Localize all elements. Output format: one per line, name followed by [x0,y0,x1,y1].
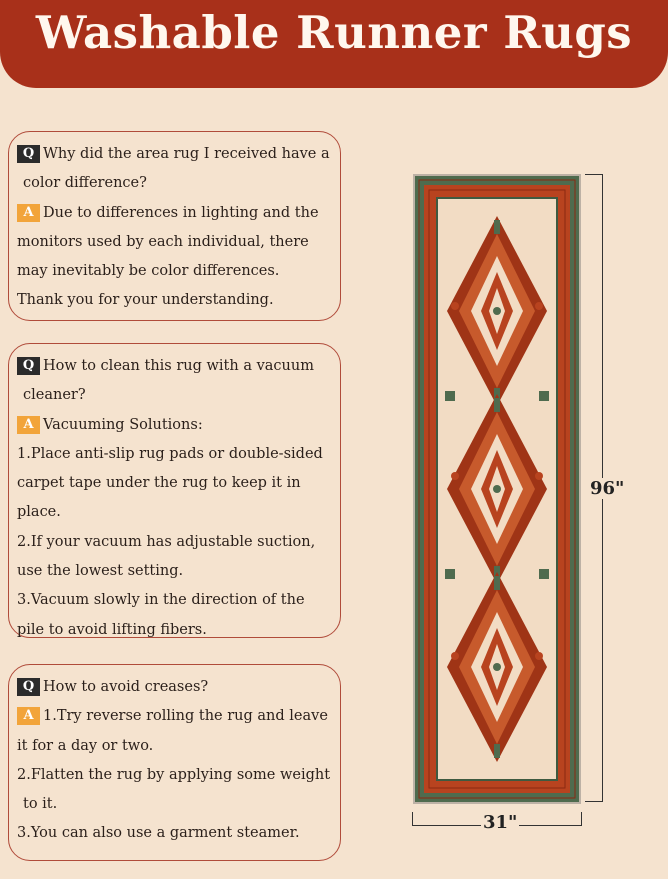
length-dimension-cap-bottom [585,801,603,802]
answer-tag: A [17,204,40,222]
answer-line: place. [17,504,61,521]
answer-line: 3.You can also use a garment steamer. [17,825,300,842]
answer-line: may inevitably be color differences. [17,263,280,280]
answer-line: Due to differences in lighting and the [43,204,319,221]
runner-rug-image [413,174,581,804]
length-label: 96" [590,478,625,499]
title-banner [0,0,668,88]
question-text-continued: color difference? [23,175,147,192]
answer-tag: A [17,707,40,725]
answer-line: pile to avoid lifting fibers. [17,621,207,638]
answer-tag: A [17,416,40,434]
faq-card-vacuum-cleaning [8,343,341,638]
answer-line: Vacuuming Solutions: [43,416,203,433]
answer-line: carpet tape under the rug to keep it in [17,475,301,492]
width-dimension-cap-left [412,812,413,826]
question-tag: Q [17,357,40,375]
question-text: Why did the area rug I received have a [43,146,330,162]
question-text: How to avoid creases? [43,679,209,695]
answer-line: use the lowest setting. [17,563,184,580]
answer-line: it for a day or two. [17,737,154,754]
answer-line: 2.If your vacuum has adjustable suction, [17,533,316,550]
answer-line: to it. [23,796,58,813]
rug-pattern-graphic [415,176,579,802]
length-dimension-cap-top [585,174,603,175]
answer-line: 2.Flatten the rug by applying some weight [17,766,331,783]
answer-line: monitors used by each individual, there [17,233,309,250]
faq-card-avoid-creases [8,664,341,861]
question-tag: Q [17,678,40,696]
width-dimension-cap-right [581,812,582,826]
answer-line: 3.Vacuum slowly in the direction of the [17,592,305,609]
answer-line: Thank you for your understanding. [17,292,274,309]
question-tag: Q [17,145,40,163]
page-title: Washable Runner Rugs [35,6,633,59]
question-text-continued: cleaner? [23,387,86,404]
question-text: How to clean this rug with a vacuum [43,358,314,374]
answer-line: 1.Try reverse rolling the rug and leave [43,708,328,725]
faq-card-color-difference [8,131,341,321]
answer-line: 1.Place anti-slip rug pads or double-sided [17,445,323,462]
width-label: 31" [483,812,518,833]
